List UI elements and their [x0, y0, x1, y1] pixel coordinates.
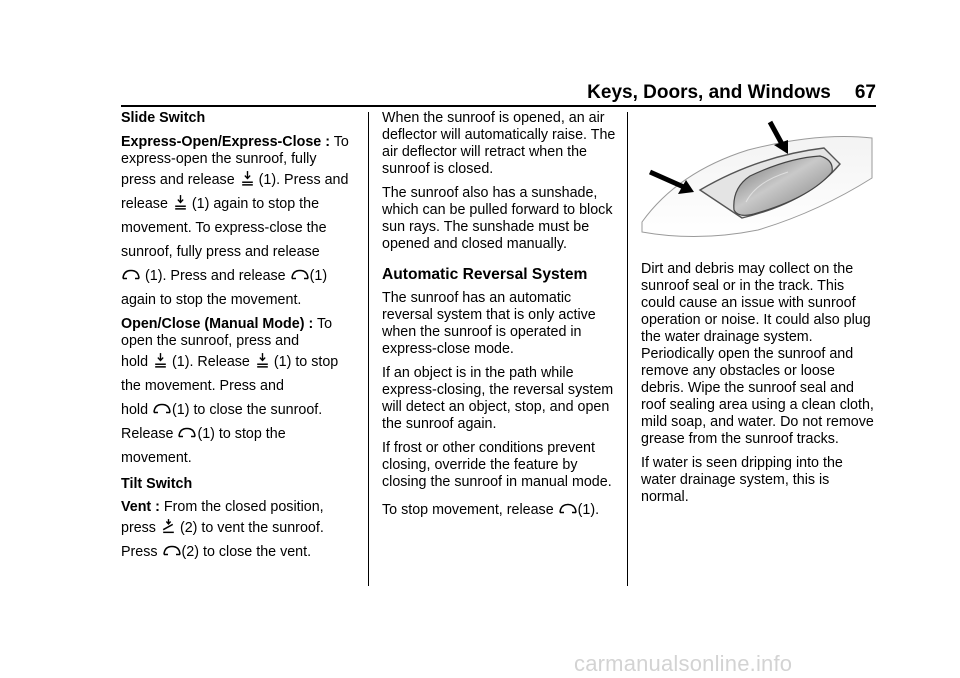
- object-paragraph: If an object is in the path while express-closing, the reversal system will detect an object, stop, and open the sunroof again.: [382, 365, 614, 432]
- deflector-paragraph: When the sunroof is opened, an air deflector will automatically raise. The air deflector will retract when the sunroof is closed.: [382, 110, 616, 177]
- sunroof-close-icon: [177, 424, 194, 441]
- manual-text: Release: [121, 426, 174, 442]
- column-2: [382, 110, 618, 522]
- express-text: release: [121, 196, 168, 212]
- sunroof-close-icon: [290, 266, 307, 283]
- express-text: (1). Press and release: [144, 268, 286, 284]
- slide-switch-heading: Slide Switch: [121, 110, 206, 126]
- express-paragraph: [121, 134, 359, 312]
- vent-text: (2) to vent the sunroof.: [179, 520, 324, 536]
- vent-text: press: [121, 520, 156, 536]
- stop-text: (1).: [577, 502, 600, 518]
- manual-text: (1) to close the sunroof.: [172, 402, 323, 418]
- frost-paragraph: If frost or other conditions prevent closing, override the feature by closing the sunroof in manual mode.: [382, 440, 612, 490]
- vent-paragraph: [121, 499, 359, 564]
- column-divider-2: [627, 112, 628, 586]
- page-number: 67: [854, 82, 876, 103]
- column-divider-1: [368, 112, 369, 586]
- section-title: Keys, Doors, and Windows: [587, 82, 831, 103]
- express-text: (1): [309, 268, 328, 284]
- express-label: Express-Open/Express-Close :: [121, 134, 330, 150]
- sunroof-open-icon: [172, 194, 189, 211]
- sunshade-paragraph: The sunroof also has a sunshade, which can be pulled forward to block sun rays. The sunshade must be opened and closed manually.: [382, 185, 613, 252]
- vent-text: Press: [121, 544, 158, 560]
- column-1: [121, 110, 359, 564]
- manual-text: hold: [121, 354, 149, 370]
- sunroof-open-icon: [254, 352, 271, 369]
- manual-text: (1). Release: [172, 354, 250, 370]
- sunroof-tilt-icon: [160, 518, 177, 535]
- sunroof-close-icon: [558, 500, 575, 517]
- section-heading: Automatic Reversal System: [382, 266, 588, 283]
- manual-text: (1) to stop the: [197, 426, 286, 442]
- sunroof-close-icon: [121, 266, 138, 283]
- sunroof-close-icon: [162, 542, 179, 559]
- express-text: press and release: [121, 172, 235, 188]
- express-text: (1) again to stop the: [191, 196, 320, 212]
- vent-label: Vent :: [121, 499, 160, 515]
- sunroof-close-icon: [152, 400, 169, 417]
- manual-label: Open/Close (Manual Mode) :: [121, 316, 314, 332]
- express-text: movement. To express-close the: [121, 220, 327, 236]
- manual-text: (1) to stop: [273, 354, 339, 370]
- page-header: [587, 82, 876, 104]
- sunroof-open-icon: [152, 352, 169, 369]
- header-rule: [121, 105, 876, 107]
- manual-text: hold: [121, 402, 149, 418]
- debris-paragraph: Dirt and debris may collect on the sunroof seal or in the track. This could cause an issue with sunroof operation or noise. It could also plug the water drainage system. Periodically open the sunroof and remove any obstacles or loose debris. Wipe the sunroof seal and roof sealing area using a clean cloth, mild soap, and water. Do not remove grease from the sunroof tracks.: [641, 261, 874, 447]
- express-text: (1). Press and: [258, 172, 349, 188]
- express-text: again to stop the movement.: [121, 292, 302, 308]
- manual-text: the movement. Press and: [121, 378, 284, 394]
- watermark: carmanualsonline.info: [574, 651, 793, 676]
- stop-text: To stop movement, release: [382, 502, 554, 518]
- express-text: To express-open the sunroof, fully: [121, 134, 349, 167]
- vent-text: From the closed position,: [163, 499, 324, 515]
- manual-paragraph: [121, 316, 359, 470]
- sunroof-open-icon: [239, 170, 256, 187]
- manual-text: movement.: [121, 450, 192, 466]
- express-text: sunroof, fully press and release: [121, 244, 320, 260]
- tilt-switch-heading: Tilt Switch: [121, 476, 193, 492]
- vent-text: (2) to close the vent.: [181, 544, 312, 560]
- sunroof-illustration: [638, 112, 879, 247]
- manual-text: To open the sunroof, press and: [121, 316, 333, 349]
- reversal-paragraph: The sunroof has an automatic reversal system that is only active when the sunroof is operated in express-close mode.: [382, 290, 596, 357]
- water-paragraph: If water is seen dripping into the water drainage system, this is normal.: [641, 455, 843, 505]
- stop-paragraph: [382, 498, 618, 522]
- column-3: [641, 110, 879, 513]
